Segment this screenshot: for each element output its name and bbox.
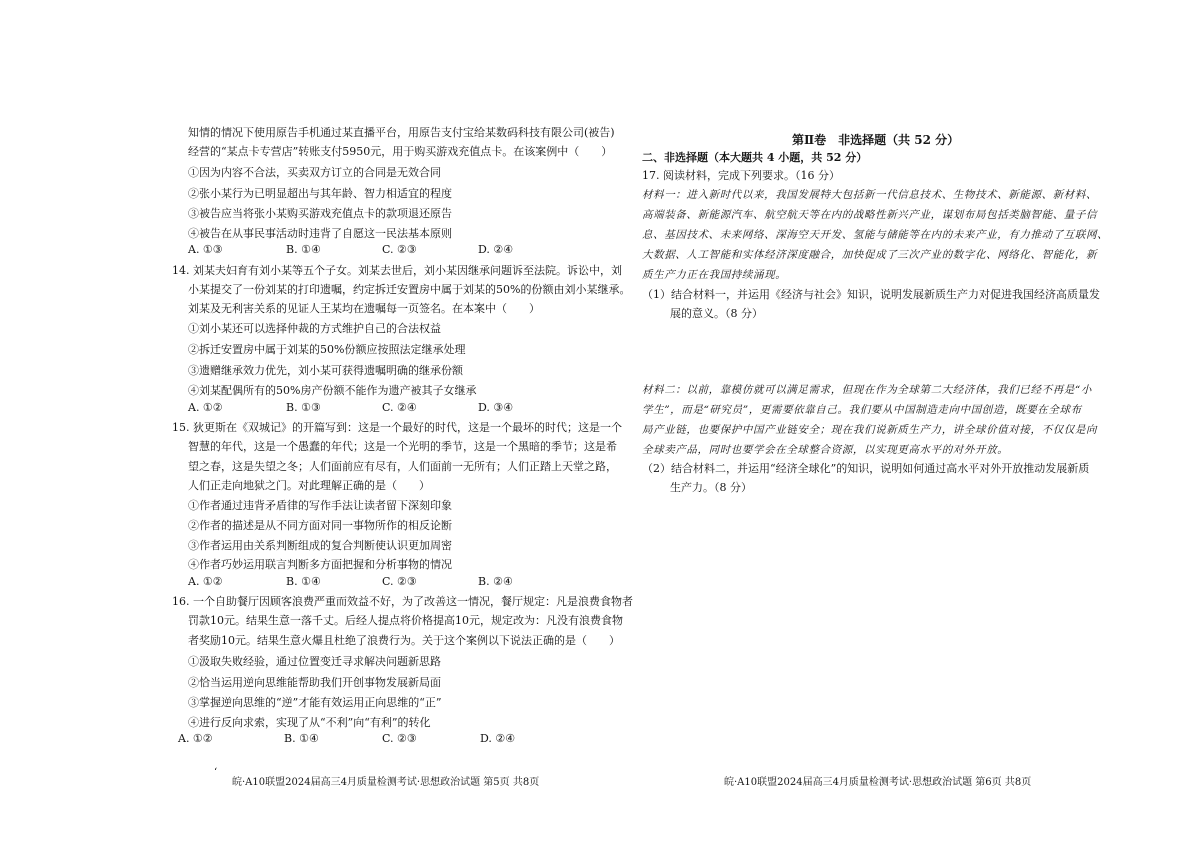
q13-option-d: D. ②④ — [478, 243, 514, 256]
q15-stem-line: 人们正走向地狱之门。对此理解正确的是（ ） — [188, 479, 430, 492]
q15-item: ①作者通过违背矛盾律的写作手法让读者留下深刻印象 — [188, 499, 452, 512]
q16-stem-line: 16. 一个自助餐厅因顾客浪费严重而效益不好，为了改善这一情况，餐厅规定：凡是浪费食物者 — [172, 595, 633, 608]
q14-option-b: B. ①③ — [286, 401, 321, 414]
q15-option-d: B. ②④ — [478, 575, 513, 588]
material2-line: 局产业链，也要保护中国产业链安全；现在我们说新质生产力，讲全球价值对接，不仅仅是向 — [642, 424, 1098, 436]
sub2-line: 生产力。（8 分） — [670, 481, 752, 494]
material1-line: 高端装备、新能源汽车、航空航天等在内的战略性新兴产业，谋划布局包括类脑智能、量子信 — [642, 209, 1098, 221]
q13-option-c: C. ②③ — [382, 243, 417, 256]
q13-item: ③被告应当将张小某购买游戏充值点卡的款项退还原告 — [188, 207, 452, 220]
q14-stem-line: 刘某及无利害关系的见证人王某均在遗嘱每一页签名。在本案中（ ） — [188, 302, 540, 315]
q13-stem-line: 知情的情况下使用原告手机通过某直播平台，用原告支付宝给某数码科技有限公司(被告) — [188, 126, 615, 139]
right-page — [600, 0, 1200, 849]
q15-option-a: A. ①② — [188, 575, 223, 588]
q16-item: ②恰当运用逆向思维能帮助我们开创事物发展新局面 — [188, 676, 441, 689]
q15-item: ③作者运用由关系判断组成的复合判断使认识更加周密 — [188, 539, 452, 552]
q13-stem-line: 经营的“某点卡专营店”转账支付5950元，用于购买游戏充值点卡。在该案例中（ ） — [188, 145, 613, 158]
q14-option-a: A. ①② — [188, 401, 223, 414]
q16-option-b: B. ①④ — [284, 732, 319, 745]
q15-option-b: B. ①④ — [286, 575, 321, 588]
sub1-line: （1）结合材料一，并运用《经济与社会》知识，说明发展新质生产力对促进我国经济高质量发 — [642, 288, 1100, 301]
q16-stem-line: 者奖励10元。结果生意火爆且杜绝了浪费行为。关于这个案例以下说法正确的是（ ） — [188, 634, 620, 647]
material2-line: 材料二：以前，靠模仿就可以满足需求，但现在作为全球第二大经济体，我们已经不再是“小 — [642, 384, 1092, 396]
q16-item: ④进行反向求索，实现了从“不利”向“有利”的转化 — [188, 716, 431, 729]
section-title: 二、非选择题（本大题共 4 小题，共 52 分） — [642, 151, 868, 164]
material1-line: 息、基因技术、未来网络、深海空天开发、氢能与储能等在内的未来产业，有力推动了互联网、 — [642, 229, 1109, 241]
q16-item: ③掌握逆向思维的“逆”才能有效运用正向思维的“正” — [188, 696, 442, 709]
q15-item: ④作者巧妙运用联言判断多方面把握和分析事物的情况 — [188, 558, 452, 571]
sub2-line: （2）结合材料二，并运用“经济全球化”的知识，说明如何通过高水平对外开放推动发展新质 — [642, 462, 1090, 475]
stray-mark: ‘ — [214, 767, 218, 778]
q14-option-d: D. ③④ — [478, 401, 514, 414]
q14-stem-line: 14. 刘某夫妇育有刘小某等五个子女。刘某去世后，刘小某因继承问题诉至法院。诉讼中，刘 — [172, 264, 622, 277]
q13-item: ②张小某行为已明显超出与其年龄、智力相适宜的程度 — [188, 187, 452, 200]
q15-stem-line: 智慧的年代，这是一个愚蠢的年代；这是一个光明的季节，这是一个黑暗的季节；这是希 — [188, 440, 617, 453]
material1-line: 质生产力正在我国持续涌现。 — [642, 269, 787, 281]
q13-option-a: A. ①③ — [188, 243, 223, 256]
q16-option-c: C. ②③ — [382, 732, 417, 745]
q13-option-b: B. ①④ — [286, 243, 321, 256]
q15-item: ②作者的描述是从不同方面对同一事物所作的相反论断 — [188, 519, 452, 532]
q16-stem-line: 罚款10元。结果生意一落千丈。后经人提点将价格提高10元，规定改为：凡没有浪费食物 — [188, 614, 623, 627]
material2-line: 学生”，而是“研究员”，更需要依靠自己。我们要从中国制造走向中国创造，既要在全球布 — [642, 404, 1082, 416]
right-page-footer: 皖·A10联盟2024届高三4月质量检测考试·思想政治试题 第6页 共8页 — [724, 777, 1032, 788]
q14-item: ③遗赠继承效力优先，刘小某可获得遗嘱明确的继承份额 — [188, 364, 463, 377]
material1-line: 材料一：进入新时代以来，我国发展特大包括新一代信息技术、生物技术、新能源、新材料、 — [642, 189, 1098, 201]
q14-stem-line: 小某提交了一份刘某的打印遗嘱，约定拆迁安置房中属于刘某的50%的份额由刘小某继承。 — [188, 283, 631, 296]
left-page-footer: 皖·A10联盟2024届高三4月质量检测考试·思想政治试题 第5页 共8页 — [232, 777, 540, 788]
q15-stem-line: 望之春，这是失望之冬；人们面前应有尽有，人们面前一无所有；人们正踏上天堂之路， — [188, 460, 617, 473]
material1-line: 大数据、人工智能和实体经济深度融合，加快促成了三次产业的数字化、网络化、智能化，新 — [642, 249, 1098, 261]
q16-option-a: A. ①② — [178, 732, 213, 745]
q15-option-c: C. ②③ — [382, 575, 417, 588]
q14-item: ④刘某配偶所有的50%房产份额不能作为遗产被其子女继承 — [188, 384, 477, 397]
q14-option-c: C. ②④ — [382, 401, 417, 414]
q16-option-d: D. ②④ — [480, 732, 516, 745]
q13-item: ①因为内容不合法，买卖双方订立的合同是无效合同 — [188, 166, 441, 179]
q17-intro: 17. 阅读材料，完成下列要求。（16 分） — [642, 169, 840, 182]
q13-item: ④被告在从事民事活动时违背了自愿这一民法基本原则 — [188, 227, 452, 240]
q15-stem-line: 15. 狄更斯在《双城记》的开篇写到：这是一个最好的时代，这是一个最坏的时代；这是一个 — [172, 421, 622, 434]
sub1-line: 展的意义。（8 分） — [670, 307, 763, 320]
q16-item: ①汲取失败经验，通过位置变迁寻求解决问题新思路 — [188, 655, 441, 668]
material2-line: 全球卖产品，同时也要学会在全球整合资源，以实现更高水平的对外开放。 — [642, 444, 1009, 456]
q14-item: ①刘小某还可以选择仲裁的方式维护自己的合法权益 — [188, 322, 441, 335]
q14-item: ②拆迁安置房中属于刘某的50%份额应按照法定继承处理 — [188, 343, 466, 356]
part-title: 第Ⅱ卷 非选择题（共 52 分） — [792, 133, 960, 147]
